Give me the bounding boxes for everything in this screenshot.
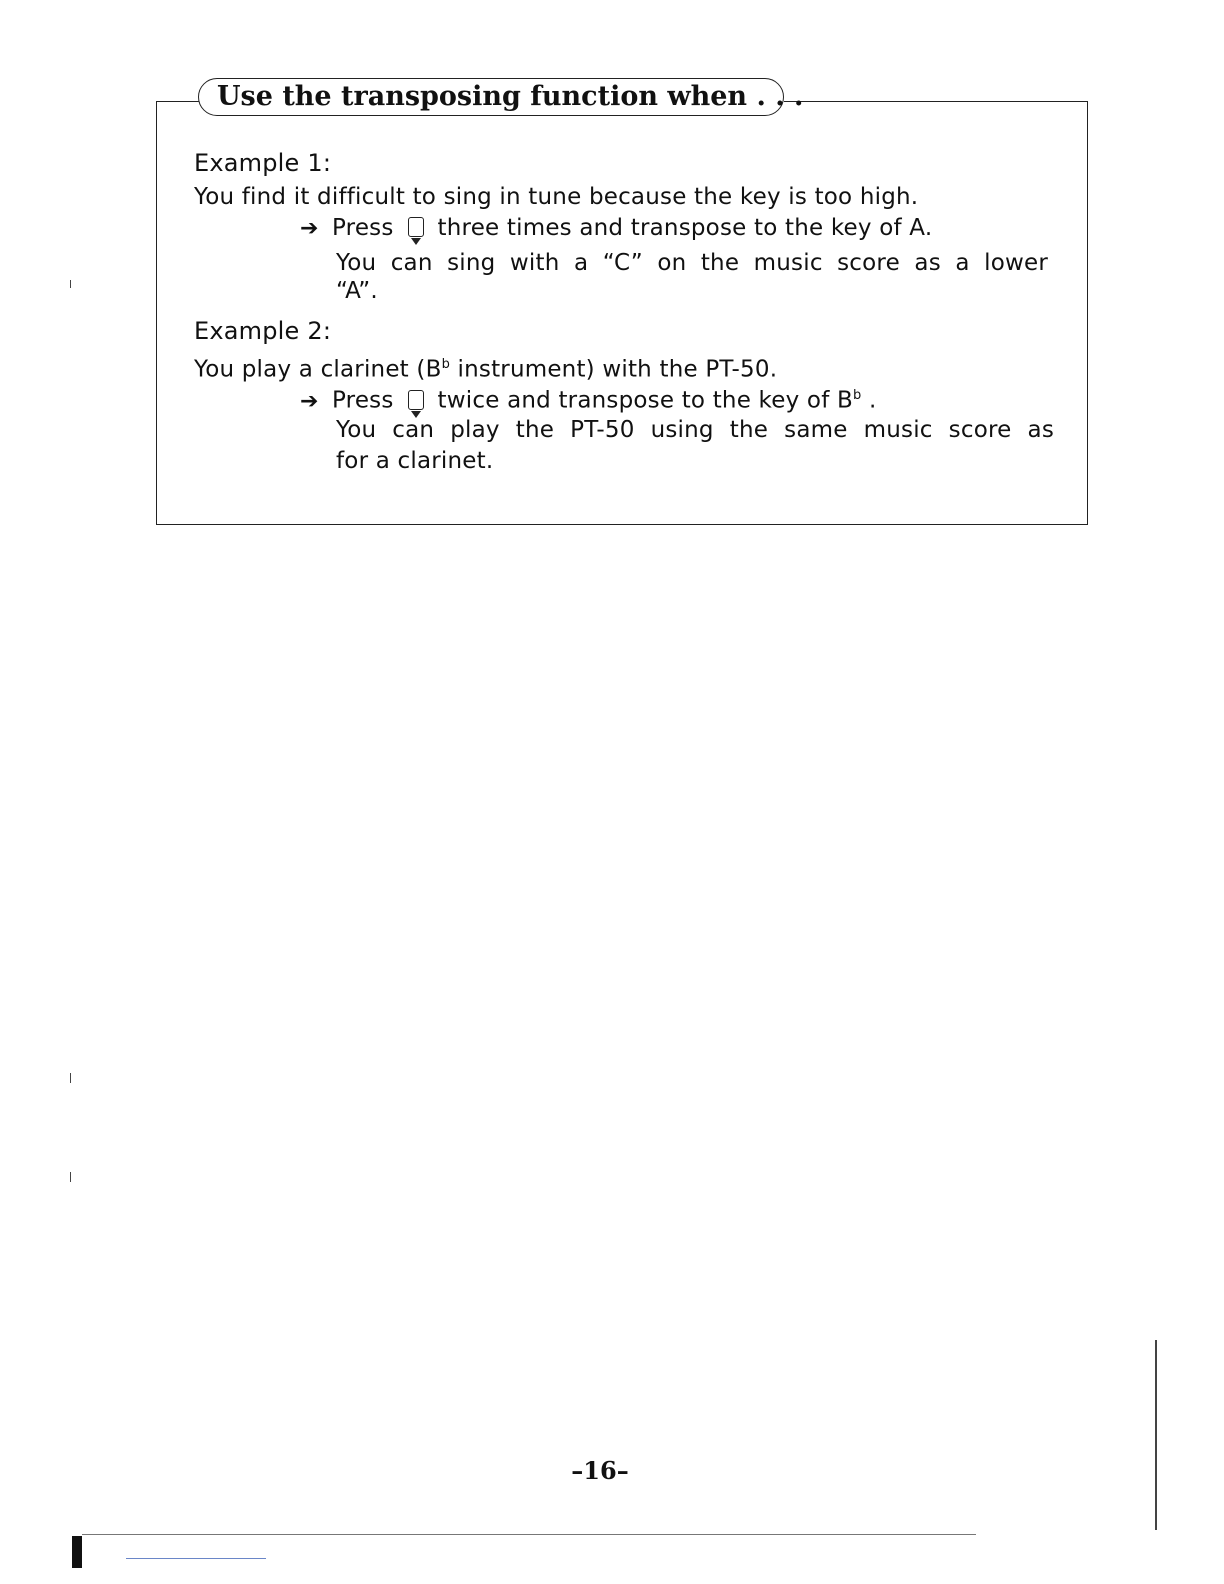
down-key-icon [408,217,424,237]
press-label: Press [332,387,394,414]
example-1-heading: Example 1: [194,149,332,177]
example-2-heading: Example 2: [194,317,332,345]
example-2-description: You play a clarinet ($B^b$ instrument) with the PT-50. [194,356,778,383]
box-top-border-left [156,101,202,102]
page-number: –16– [571,1456,629,1485]
scan-mark [70,1073,71,1083]
example-1-description: You find it difficult to sing in tune because the key is too high. [194,184,919,210]
flat-sign: b [853,388,862,403]
example-1-step [300,213,932,244]
example-2-note-line-2: for a clarinet. [336,448,494,474]
example-2-step: ➔ Press twice and transpose to the key of $B^b$ . [300,381,876,417]
scan-edge-line [1155,1340,1157,1530]
scan-mark [70,1172,71,1182]
example-2-note-line-1: You can play the PT-50 using the same music score as [336,417,1054,443]
scan-corner-mark [72,1536,82,1568]
step-text: three times and transpose to the key of A. [437,215,933,241]
scan-bottom-line [82,1534,976,1535]
step-text: twice and transpose to the key of B [437,387,853,414]
example-1-note-line-2: “A”. [336,278,378,304]
example-1-note-line-1: You can sing with a “C” on the music score as a lower [336,250,1048,276]
scan-blue-line [126,1558,266,1559]
arrow-icon: ➔ [300,388,319,414]
scan-mark [70,280,71,288]
press-label: Press [332,215,394,241]
arrow-icon: ➔ [300,216,319,241]
flat-sign: b [441,357,451,372]
box-title: Use the transposing function when . . . [198,78,784,116]
down-key-icon [408,390,424,410]
box-top-border-right [784,101,1088,102]
